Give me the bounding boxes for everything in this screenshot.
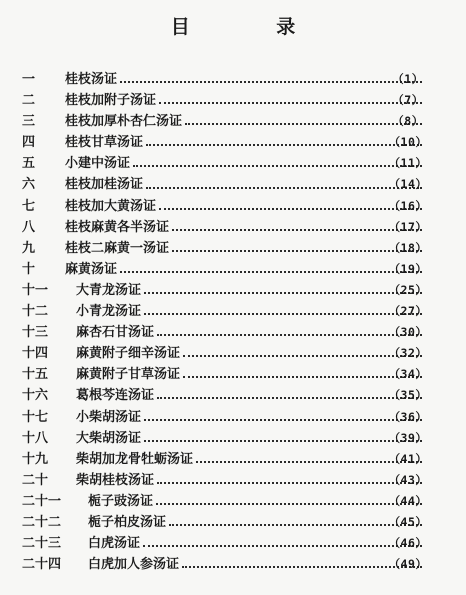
- entry-line: [65, 69, 425, 90]
- entry-page-number: （32）: [388, 346, 428, 361]
- entry-page-number: （41）: [388, 451, 428, 466]
- dot-leader: [172, 249, 422, 252]
- dot-leader: [172, 228, 422, 231]
- entry-number: 五: [22, 156, 36, 172]
- entry-page-number: （27）: [388, 304, 428, 319]
- dot-leader: [169, 523, 422, 526]
- entry-number: 一: [22, 72, 36, 87]
- entry-number: 二: [22, 93, 36, 109]
- toc-entry[interactable]: [0, 153, 466, 174]
- entry-title: 大青龙汤证: [76, 282, 142, 298]
- entry-page-number: （35）: [388, 388, 428, 403]
- entry-line: [76, 322, 425, 343]
- entry-line: [76, 343, 425, 364]
- entry-page-number: （36）: [388, 409, 428, 424]
- entry-page-number: （19）: [388, 261, 428, 276]
- entry-line: [65, 111, 425, 132]
- entry-page-number: （39）: [388, 430, 428, 445]
- entry-title: 小柴胡汤证: [76, 409, 142, 425]
- dot-leader: [144, 291, 422, 294]
- entry-page-number: （7）: [392, 93, 424, 108]
- toc-entry[interactable]: [0, 428, 466, 449]
- dot-leader: [159, 101, 422, 104]
- toc-entry[interactable]: [0, 449, 466, 470]
- entry-page-number: （1）: [392, 72, 424, 86]
- entry-page-number: （11）: [388, 156, 428, 171]
- entry-title: 桂枝麻黄各半汤证: [65, 219, 170, 235]
- entry-title: 桂枝加厚朴杏仁汤证: [65, 114, 183, 130]
- entry-number: 二十四: [22, 557, 62, 573]
- entry-number: 十八: [22, 430, 49, 446]
- entry-line: [76, 407, 425, 428]
- entry-page-number: （10）: [388, 135, 428, 150]
- entry-title: 柴胡加龙骨牡蛎汤证: [76, 451, 194, 467]
- dot-leader: [133, 164, 422, 167]
- entry-title: 桂枝甘草汤证: [65, 135, 144, 151]
- entry-title: 桂枝加桂汤证: [65, 177, 144, 193]
- entry-title: 柴胡桂枝汤证: [76, 472, 155, 488]
- entry-line: [76, 364, 425, 385]
- entry-number: 十九: [22, 451, 49, 467]
- entry-page-number: （30）: [388, 325, 428, 340]
- toc-entry[interactable]: [0, 343, 466, 364]
- entry-number: 二十三: [22, 536, 62, 552]
- entry-page-number: （45）: [388, 514, 428, 529]
- entry-line: [65, 174, 425, 195]
- toc-entry[interactable]: [0, 217, 466, 238]
- table-of-contents: [0, 69, 466, 575]
- entry-title: 小青龙汤证: [76, 304, 142, 320]
- dot-leader: [144, 439, 422, 442]
- entry-title: 栀子豉汤证: [88, 493, 154, 509]
- toc-entry[interactable]: [0, 69, 466, 90]
- entry-line: [76, 470, 425, 491]
- entry-number: 三: [22, 114, 36, 130]
- entry-line: [88, 491, 425, 512]
- entry-line: [76, 449, 425, 470]
- toc-entry[interactable]: [0, 554, 466, 575]
- toc-entry[interactable]: [0, 512, 466, 533]
- toc-entry[interactable]: [0, 90, 466, 111]
- dot-leader: [159, 207, 422, 210]
- entry-line: [76, 301, 425, 322]
- entry-title: 麻黄附子甘草汤证: [76, 367, 181, 383]
- entry-title: 桂枝加附子汤证: [65, 93, 157, 109]
- entry-number: 十: [22, 261, 36, 277]
- entry-number: 十七: [22, 409, 49, 425]
- dot-leader: [146, 143, 422, 146]
- entry-page-number: （25）: [388, 282, 428, 297]
- entry-number: 四: [22, 135, 36, 151]
- entry-number: 十五: [22, 367, 49, 383]
- entry-number: 二十: [22, 472, 49, 488]
- toc-entry[interactable]: [0, 322, 466, 343]
- toc-entry[interactable]: [0, 196, 466, 217]
- entry-number: 二十一: [22, 493, 62, 509]
- entry-page-number: （16）: [388, 198, 428, 213]
- entry-page-number: （43）: [388, 472, 428, 487]
- toc-entry[interactable]: [0, 470, 466, 491]
- toc-entry[interactable]: [0, 533, 466, 554]
- entry-line: [65, 90, 425, 111]
- toc-entry[interactable]: [0, 174, 466, 195]
- entry-line: [65, 153, 425, 174]
- entry-line: [88, 512, 425, 533]
- dot-leader: [143, 544, 422, 547]
- entry-number: 十二: [22, 304, 49, 320]
- entry-page-number: （8）: [392, 114, 424, 129]
- entry-number: 八: [22, 219, 36, 235]
- toc-entry[interactable]: [0, 238, 466, 259]
- toc-entry[interactable]: [0, 491, 466, 512]
- entry-title: 麻黄汤证: [65, 261, 118, 277]
- entry-line: [88, 554, 425, 575]
- entry-title: 桂枝二麻黄一汤证: [65, 240, 170, 256]
- entry-title: 白虎加人参汤证: [88, 557, 180, 573]
- entry-title: 栀子柏皮汤证: [88, 514, 167, 530]
- entry-number: 十六: [22, 388, 49, 404]
- entry-number: 十三: [22, 325, 49, 341]
- entry-title: 麻黄附子细辛汤证: [76, 346, 181, 362]
- entry-page-number: （44）: [388, 493, 428, 508]
- entry-line: [76, 428, 425, 449]
- entry-number: 九: [22, 240, 36, 256]
- entry-line: [65, 217, 425, 238]
- toc-entry[interactable]: [0, 132, 466, 153]
- entry-line: [76, 280, 425, 301]
- page-title: 目 录: [170, 16, 336, 38]
- dot-leader: [144, 418, 422, 421]
- entry-title: 葛根芩连汤证: [76, 388, 155, 404]
- entry-line: [65, 259, 425, 280]
- toc-entry[interactable]: [0, 111, 466, 132]
- entry-line: [65, 132, 425, 153]
- entry-line: [65, 238, 425, 259]
- dot-leader: [120, 80, 422, 83]
- entry-title: 大柴胡汤证: [76, 430, 142, 446]
- entry-number: 十一: [22, 282, 49, 298]
- entry-line: [65, 196, 425, 217]
- entry-title: 麻杏石甘汤证: [76, 325, 155, 341]
- entry-page-number: （18）: [388, 240, 428, 255]
- entry-page-number: （46）: [388, 536, 428, 551]
- dot-leader: [156, 502, 422, 505]
- entry-page-number: （34）: [388, 367, 428, 382]
- entry-title: 桂枝汤证: [65, 72, 118, 87]
- entry-page-number: （49）: [388, 557, 428, 572]
- entry-page-number: （14）: [388, 177, 428, 192]
- dot-leader: [120, 270, 422, 273]
- dot-leader: [146, 186, 422, 189]
- dot-leader: [157, 396, 422, 399]
- toc-entry[interactable]: [0, 385, 466, 406]
- dot-leader: [144, 312, 422, 315]
- dot-leader: [157, 333, 422, 336]
- entry-line: [88, 533, 425, 554]
- entry-number: 二十二: [22, 514, 62, 530]
- entry-line: [76, 385, 425, 406]
- entry-page-number: （17）: [388, 219, 428, 234]
- toc-entry[interactable]: [0, 280, 466, 301]
- entry-title: 小建中汤证: [65, 156, 131, 172]
- toc-entry[interactable]: [0, 301, 466, 322]
- toc-entry[interactable]: [0, 259, 466, 280]
- entry-number: 六: [22, 177, 36, 193]
- entry-title: 桂枝加大黄汤证: [65, 198, 157, 214]
- dot-leader: [157, 481, 422, 484]
- entry-title: 白虎汤证: [88, 536, 141, 552]
- toc-entry[interactable]: [0, 407, 466, 428]
- entry-number: 七: [22, 198, 36, 214]
- toc-entry[interactable]: [0, 364, 466, 385]
- entry-number: 十四: [22, 346, 49, 362]
